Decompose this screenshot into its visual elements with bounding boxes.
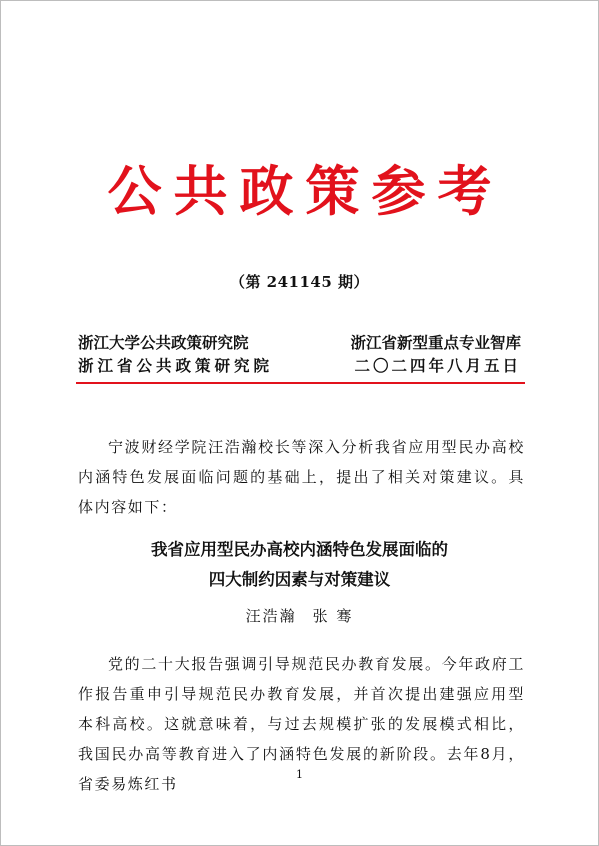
org-row-1 bbox=[78, 332, 521, 354]
header-divider bbox=[76, 382, 525, 384]
org-right-line-1: 浙江省新型重点专业智库 bbox=[350, 333, 521, 352]
article-authors bbox=[1, 605, 598, 626]
page-number: 1 bbox=[296, 768, 303, 781]
issue-number: （第 241145 期） bbox=[229, 273, 370, 291]
body-paragraph: 党的二十大报告强调引导规范民办教育发展。今年政府工作报告重申引导规范民办教育发展，并首次提出建强应用型本科高校。这就意味着，与过去规模扩张的发展模式相比，我国民办高等教育进入了内涵特色发展的新阶段。去年8月，省委易炼红书 bbox=[78, 655, 525, 793]
author-2: 张 骞 bbox=[312, 607, 354, 625]
author-1: 汪浩瀚 bbox=[245, 607, 297, 625]
article-title-line-1: 我省应用型民办高校内涵特色发展面临的 bbox=[151, 540, 448, 559]
article-title-line-2: 四大制约因素与对策建议 bbox=[208, 570, 391, 589]
org-row-2 bbox=[78, 355, 521, 377]
publication-date: 二〇二四年八月五日 bbox=[354, 356, 521, 375]
org-left-line-1: 浙江大学公共政策研究院 bbox=[78, 333, 249, 352]
intro-paragraph: 宁波财经学院汪浩瀚校长等深入分析我省应用型民办高校内涵特色发展面临问题的基础上，提出了相关对策建议。具体内容如下： bbox=[78, 438, 525, 516]
masthead-title: 公共政策参考 bbox=[107, 159, 504, 223]
org-left-line-2: 浙江省公共政策研究院 bbox=[78, 356, 274, 375]
